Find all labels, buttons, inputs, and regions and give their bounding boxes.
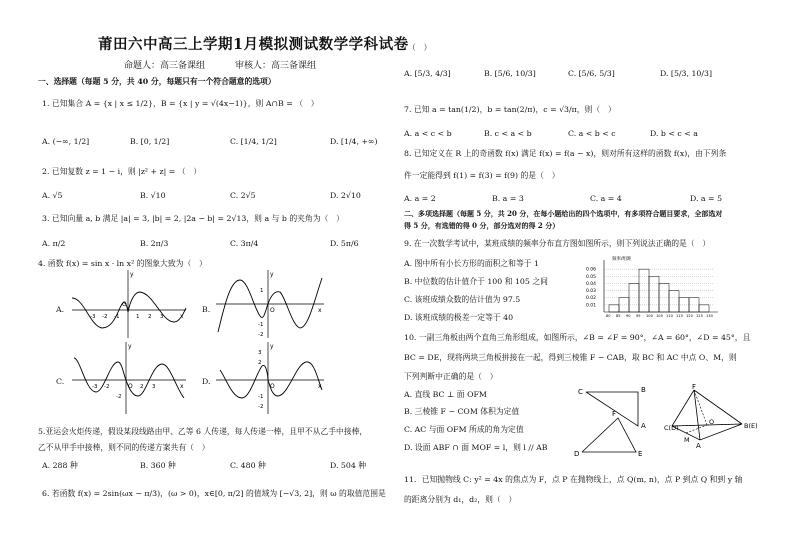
histogram-bar — [609, 305, 619, 312]
q4c-tick: -2 — [104, 384, 110, 390]
histogram-x-tick: 90 — [626, 314, 631, 318]
q4-graph-a — [70, 268, 190, 340]
histogram-x-tick: 105 — [656, 314, 663, 318]
tri-label-e: E — [638, 450, 643, 458]
histogram-y-tick: 0.04 — [586, 281, 597, 287]
q8-option-a: A. a = 2 — [404, 194, 436, 203]
histogram-x-tick: 100 — [646, 314, 653, 318]
reviewer-line: 审核人：高三备课组 — [235, 61, 317, 71]
histogram-x-tick: 110 — [666, 314, 673, 318]
histogram-x-tick: 115 — [676, 314, 683, 318]
q4-option-a: A. — [56, 305, 65, 314]
q4b-ytick: -2 — [258, 332, 264, 338]
q1-option-a: A. (−∞, 1/2] — [42, 137, 90, 146]
q4d-ytick: -1 — [258, 394, 264, 400]
q3-option-d: D. 5π/6 — [330, 239, 359, 248]
tri-label-d: D — [574, 450, 580, 458]
q9-option-b: B. 中位数的估计值介于 100 和 105 之间 — [404, 277, 548, 286]
q1-stem: 1. 已知集合 A = {x | x ≤ 1/2}，B = {x | y = √(4x−1)}，则 A∩B = （ ） — [42, 99, 319, 108]
q11-stem-line1: 11．已知抛物线 C: y² = 4x 的焦点为 F，点 P 在抛物线上，点 Q(m, n)，点 P 到点 Q 和到 y 轴 — [404, 475, 743, 484]
pyr-label-f: F — [692, 384, 697, 391]
q4a-origin: O — [122, 301, 127, 308]
section-two-heading-cont: 得 5 分，有选错的得 0 分，部分选对的得 2 分） — [404, 221, 560, 230]
q5-stem-line2: 乙不从甲手中接棒，则不同的传递方案共有（ ） — [38, 443, 210, 452]
q1-option-d: D. [1/4, +∞) — [330, 137, 378, 146]
histogram-x-tick: 85 — [616, 314, 621, 318]
histogram-x-tick: 80 — [606, 314, 611, 318]
q4-option-d: D. — [202, 377, 211, 386]
q4b-ytick: 1 — [260, 288, 264, 294]
q6-stem: 6. 若函数 f(x) = 2sin(ωx − π/3)，(ω > 0)，x∈[0, π/2] 的值域为 [−√3, 2]，则 ω 的取值范围是 — [42, 489, 386, 498]
q7-stem: 7. 已知 a = tan(1/2)，b = tan(2/π)，c = √3/π，则（ ） — [404, 105, 616, 114]
q4d-ytick: 3 — [258, 350, 262, 356]
page-title: 莆田六中高三上学期1月模拟测试数学学科试卷 — [98, 36, 409, 53]
q10-pyramid-figure — [664, 384, 774, 450]
q3-option-a: A. π/2 — [42, 239, 66, 248]
q9-option-a: A. 图中所有小长方形的面积之和等于 1 — [404, 259, 539, 268]
q1-option-b: B. [0, 1/2] — [130, 137, 170, 146]
histogram-x-tick: 120 — [686, 314, 693, 318]
histogram-bar — [699, 305, 709, 312]
section-one-heading: 一、选择题（每题 5 分，共 40 分，每题只有一个符合题意的选项） — [38, 77, 276, 86]
q4-graph-d — [214, 340, 326, 416]
q8-stem-line1: 8. 已知定义在 R 上的奇函数 f(x) 满足 f(x) = f(a − x)，则对所有这样的函数 f(x)，由下列条 — [404, 149, 727, 158]
histogram-x-tick: 130 — [706, 314, 713, 318]
q4b-y-label: y — [270, 271, 274, 278]
pyr-label-a: A — [696, 442, 701, 450]
q4b-x-label: x — [318, 307, 322, 314]
q4c-origin: O — [128, 383, 133, 390]
q5-option-c: C. 480 种 — [230, 461, 266, 470]
q6-option-d: D. [5/3, 10/3] — [660, 69, 713, 78]
q8-option-c: C. a = 4 — [590, 194, 622, 203]
q9-option-c: C. 该班成绩众数的估计值为 97.5 — [404, 295, 521, 304]
q7-option-d: D. b < c < a — [650, 129, 698, 138]
q6-paren: （ ） — [408, 43, 432, 52]
q5-stem-line1: 5.亚运会火炬传递，假设某段线路由甲、乙等 6 人传递，每人传递一棒，且甲不从乙手中接棒， — [38, 427, 368, 436]
q8-stem-line2: 件一定能得到 f(1) = f(3) = f(9) 的是（ ） — [404, 171, 560, 180]
q5-option-b: B. 360 种 — [140, 461, 176, 470]
q4-option-b: B. — [202, 305, 211, 314]
q10-stem-line2: BC = DE，现将两块三角板拼接在一起，得到三棱锥 F − CAB，取 BC 和 AC 中点 O、M，则 — [404, 353, 737, 362]
q3-option-c: C. 3π/4 — [230, 239, 259, 248]
pyr-label-b: B(E) — [744, 422, 758, 430]
pyr-label-m: M — [684, 436, 690, 444]
q4-stem: 4. 函数 f(x) = sin x · ln x² 的图象大致为（ ） — [38, 259, 207, 268]
q9-histogram — [582, 254, 722, 320]
q4a-x-label: x — [180, 313, 184, 320]
q4d-origin: O — [270, 383, 275, 390]
q4c-tick: 3 — [152, 384, 156, 390]
histogram-y-ticks — [586, 267, 596, 309]
author-line: 命题人：高三备课组 — [124, 61, 206, 71]
q2-stem: 2. 已知复数 z = 1 − i，则 |z² + z| = （ ） — [42, 167, 202, 176]
q5-option-d: D. 504 种 — [330, 461, 367, 470]
q4c-ytick: -2 — [116, 394, 122, 400]
pyr-label-o: O — [709, 418, 715, 426]
tri-label-c: C — [578, 388, 583, 396]
pyr-label-c: C(D) — [664, 424, 679, 432]
q8-option-d: D. a = 5 — [690, 194, 723, 203]
q6-option-c: C. [5/6, 5/3] — [568, 69, 615, 78]
q8-option-b: B. a = 3 — [492, 194, 524, 203]
tri-label-b: B — [641, 386, 646, 394]
histogram-y-tick: 0.05 — [586, 274, 597, 280]
q10-option-a: A. 直线 BC ⊥ 面 OFM — [404, 390, 487, 399]
histogram-y-label: 频率/组距 — [612, 257, 632, 262]
q7-option-c: C. a < b < c — [568, 129, 616, 138]
q10-stem-line1: 10. 一副三角板由两个直角三角形组成，如图所示，∠B = ∠F = 90°，∠A = 60°，∠D = 45°，且 — [404, 333, 751, 342]
q4-option-c: C. — [56, 377, 65, 386]
q10-stem-line3: 下列判断中正确的是（ ） — [404, 372, 498, 381]
q11-stem-line2: 的距离分别为 d₁，d₂，则（ ） — [404, 495, 517, 504]
q4a-tick: -2 — [102, 314, 108, 320]
histogram-y-tick: 0.02 — [586, 296, 597, 302]
histogram-y-tick: 0.01 — [586, 303, 597, 309]
q4c-x-label: x — [180, 383, 184, 390]
histogram-x-tick: 125 — [696, 314, 703, 318]
q4d-y-label: y — [270, 343, 274, 350]
q4c-tick: 2 — [140, 384, 144, 390]
q10-option-b: B. 三棱锥 F − COM 体积为定值 — [404, 407, 520, 416]
q4a-y-label: y — [130, 271, 134, 278]
q4b-ytick: -1 — [258, 322, 264, 328]
histogram-y-tick: 0.06 — [586, 267, 597, 273]
q4a-tick: 2 — [148, 314, 152, 320]
q4a-tick: -1 — [114, 314, 120, 320]
section-two-heading: 二、多项选择题（每题 5 分，共 20 分，在每小题给出的四个选项中，有多项符合题目要求，全部选对 — [404, 209, 723, 218]
histogram-bar — [649, 276, 659, 312]
q4d-ytick: 2 — [258, 360, 262, 366]
q6-option-b: B. [5/6, 10/3] — [484, 69, 536, 78]
histogram-y-tick: 0.03 — [586, 289, 597, 295]
q4d-x-label: x — [318, 383, 322, 390]
q4a-tick: 3 — [160, 314, 164, 320]
q4a-tick: 1 — [136, 314, 140, 320]
q2-option-c: C. 2√5 — [230, 191, 256, 200]
q6-option-a: A. [5/3, 4/3] — [404, 69, 451, 78]
tri-label-a: A — [641, 422, 646, 430]
q10-option-d: D. 设面 ABF ∩ 面 MOF = l，则 l // AB — [404, 443, 548, 452]
q4b-origin: O — [270, 307, 275, 314]
histogram-x-tick: 95 — [636, 314, 641, 318]
q5-option-a: A. 288 种 — [42, 461, 78, 470]
q9-option-d: D. 该班成绩的极差一定等于 40 — [404, 313, 514, 322]
histogram-x-ticks — [606, 314, 714, 318]
q4a-tick: -3 — [90, 314, 96, 320]
q2-option-b: B. √10 — [140, 191, 166, 200]
q4-graph-c — [70, 340, 190, 416]
q10-triangles-figure — [574, 380, 658, 460]
q4c-y-label: y — [128, 343, 132, 350]
q3-stem: 3. 已知向量 a, b 满足 |a| = 3, |b| = 2, |2a − b| = 2√13，则 a 与 b 的夹角为（ ） — [42, 214, 344, 223]
q4-graph-b — [214, 268, 326, 340]
q10-option-c: C. AC 与面 OFM 所成的角为定值 — [404, 425, 524, 434]
q3-option-b: B. 2π/3 — [140, 239, 169, 248]
q2-option-a: A. √5 — [42, 191, 63, 200]
q1-option-c: C. [1/4, 1/2] — [230, 137, 277, 146]
q7-option-a: A. a < c < b — [404, 129, 452, 138]
histogram-bar — [669, 291, 679, 312]
q7-option-b: B. c < a < b — [484, 129, 532, 138]
q9-stem: 9. 在一次数学考试中，某班成绩的频率分布直方图如图所示，则下列说法正确的是（ ） — [404, 239, 711, 248]
q4c-tick: -3 — [92, 384, 98, 390]
q2-option-d: D. 2√10 — [330, 191, 361, 200]
q4d-ytick: -2 — [258, 404, 264, 410]
tri-label-f: F — [612, 410, 617, 418]
